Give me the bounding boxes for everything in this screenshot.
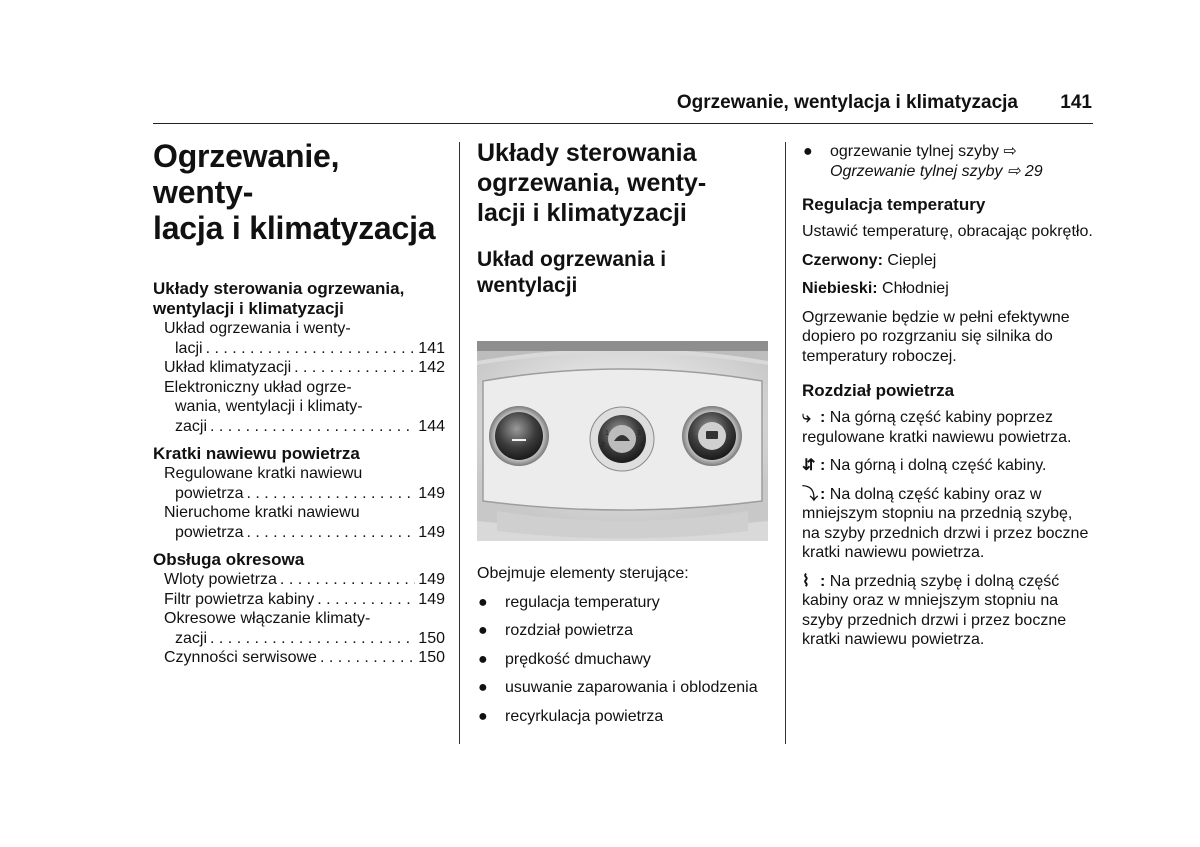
- section-title-line: lacji i klimatyzacji: [477, 199, 687, 227]
- mode-description: Na przednią szybę i dolną część kabiny oraz w mniejszym stopniu na szyby przednich drzwi i przez boczne kratki nawiewu powietrza.: [802, 572, 1067, 648]
- cross-reference-title: Ogrzewanie tylnej szyby: [830, 162, 1003, 180]
- chapter-title-line: lacja i klimatyzacja: [153, 210, 436, 246]
- toc-page-number: 141: [418, 339, 445, 357]
- mode-description: Na dolną część kabiny oraz w mniejszym stopniu na przednią szybę, na szyby przednich drzwi i przez boczne kratki nawiewu powietrza.: [802, 485, 1089, 561]
- table-of-contents: [153, 279, 445, 668]
- bullet-icon: ●: [478, 650, 488, 668]
- toc-entry[interactable]: [153, 609, 445, 648]
- temperature-heading: Regulacja temperatury: [802, 195, 986, 214]
- bullet-icon: ●: [478, 622, 488, 639]
- red-label: Czerwony:: [802, 251, 883, 269]
- list-item: [477, 707, 769, 727]
- mode-defog: ⌇ : Na przednią szybę i dolną część kabiny oraz w mniejszym stopniu na szyby przednich drzwi i przez boczne kratki nawiewu powietrza.: [802, 572, 1067, 648]
- controls-list: [477, 593, 769, 727]
- details-column: [802, 142, 1094, 659]
- toc-section: [153, 279, 445, 436]
- toc-entry-text: wania, wentylacji i klimaty-: [175, 398, 363, 415]
- toc-entry[interactable]: [153, 648, 445, 668]
- blue-label: Niebieski:: [802, 280, 878, 297]
- toc-heading-line: wentylacji i klimatyzacji: [153, 299, 344, 318]
- running-header-title: Ogrzewanie, wentylacja i klimatyzacja: [676, 92, 1018, 113]
- toc-entry[interactable]: [153, 590, 445, 610]
- cross-reference-arrow-icon: ⇨: [1003, 143, 1017, 160]
- section-title-line: ogrzewania, wenty-: [477, 169, 707, 197]
- toc-entry-text: zacji: [175, 629, 208, 647]
- bullet-icon: ●: [803, 143, 813, 160]
- mode-bilevel: ⇵ : Na górną i dolną część kabiny.: [802, 457, 1047, 474]
- floor-mode-icon: ⤵: [802, 485, 819, 503]
- cross-reference-page: 29: [1024, 162, 1043, 180]
- toc-page-number: 150: [418, 649, 445, 666]
- toc-page-number: 149: [418, 523, 445, 541]
- toc-entry-text: Filtr powietrza kabiny: [164, 590, 315, 608]
- defog-mode-icon: ⌇: [802, 572, 810, 590]
- toc-heading[interactable]: [153, 279, 445, 319]
- warmup-note: Ogrzewanie będzie w pełni efektywne dopiero po rozgrzaniu się silnika do temperatury roboczej.: [802, 308, 1070, 365]
- toc-entry-text: zacji: [175, 417, 208, 435]
- column-divider-left: [459, 142, 460, 744]
- list-item: [477, 593, 769, 613]
- fan-scale-label: 1: [605, 430, 609, 437]
- temperature-text: Ustawić temperaturę, obracając pokrętło.: [802, 223, 1093, 240]
- blue-setting: [802, 279, 1094, 299]
- blue-value: Chłodniej: [882, 280, 949, 297]
- bilevel-mode-icon: ⇵: [802, 457, 816, 474]
- header-divider: [153, 123, 1093, 124]
- section-title-line: Układy sterowania: [477, 139, 697, 167]
- list-item-text: prędkość dmuchawy: [505, 650, 651, 668]
- toc-entry-text: lacji: [175, 339, 203, 357]
- toc-section: [153, 550, 445, 668]
- chapter-title-line: Ogrzewanie, wenty-: [153, 138, 340, 210]
- dash-top-shadow: [477, 341, 768, 351]
- subsection-title-line: Układ ogrzewania i: [477, 248, 667, 271]
- defrost-icon: [706, 431, 718, 439]
- cross-reference-item: [802, 142, 1094, 181]
- bullet-icon: ●: [478, 707, 488, 725]
- toc-section: [153, 444, 445, 542]
- toc-entry[interactable]: [153, 503, 445, 542]
- toc-entry-text: Czynności serwisowe: [164, 649, 317, 666]
- toc-entry-text: Elektroniczny układ ogrze-: [164, 378, 352, 396]
- toc-page-number: 149: [418, 484, 445, 502]
- chapter-column: [153, 138, 445, 676]
- list-item-text: recyrkulacja powietrza: [505, 707, 664, 725]
- mode-floor: ⤵ : Na dolną część kabiny oraz w mniejszym stopniu na przednią szybę, na szyby przednich drzwi i przez boczne kratki nawiewu powietrza.: [802, 485, 1089, 561]
- toc-heading[interactable]: Obsługa okresowa: [153, 550, 305, 569]
- subsection-title: [477, 247, 769, 299]
- list-item-text: usuwanie zaparowania i oblodzenia: [505, 679, 758, 696]
- toc-page-number: 142: [418, 359, 445, 376]
- list-item: [477, 650, 769, 670]
- toc-entry-text: Wloty powietrza: [164, 571, 277, 588]
- toc-entry[interactable]: [153, 464, 445, 503]
- bullet-icon: ●: [478, 679, 488, 696]
- toc-page-number: 150: [418, 629, 445, 647]
- toc-entry-text: powietrza: [175, 484, 244, 502]
- vent-mode-icon: ⤷: [802, 409, 811, 426]
- list-item: [477, 678, 769, 698]
- toc-page-number: 144: [418, 417, 445, 435]
- air-distribution-heading: Rozdział powietrza: [802, 381, 955, 400]
- section-title: [477, 138, 769, 228]
- cross-reference-link[interactable]: [830, 163, 1043, 180]
- fan-scale-label: 2: [601, 442, 605, 449]
- bullet-icon: ●: [478, 593, 488, 611]
- list-item-text: rozdział powietrza: [505, 622, 634, 639]
- controls-column: [477, 138, 769, 735]
- list-item: [477, 621, 769, 641]
- toc-entry-text: Układ klimatyzacji: [164, 359, 292, 376]
- toc-entry[interactable]: [153, 570, 445, 590]
- controls-intro: Obejmuje elementy sterujące:: [477, 565, 689, 582]
- list-item-text: regulacja temperatury: [505, 593, 660, 611]
- toc-entry-text: Nieruchome kratki nawiewu: [164, 504, 360, 521]
- temperature-knob: [495, 412, 543, 460]
- mode-description: Na górną część kabiny poprzez regulowane kratki nawiewu powietrza.: [802, 409, 1072, 446]
- red-setting: [802, 251, 1094, 271]
- cross-reference-arrow-icon: ⇨: [1006, 162, 1021, 180]
- toc-entry-text: Okresowe włączanie klimaty-: [164, 610, 371, 627]
- climate-control-panel-photo: [477, 341, 768, 541]
- mode-description: Na górną i dolną część kabiny.: [829, 457, 1047, 474]
- toc-entry-text: powietrza: [175, 523, 244, 541]
- page-number: 141: [1060, 92, 1092, 113]
- list-item-text: ogrzewanie tylnej szyby: [830, 143, 999, 160]
- toc-heading-line: Układy sterowania ogrzewania,: [153, 279, 405, 298]
- toc-entry[interactable]: [153, 319, 445, 358]
- fan-scale-label: 4: [640, 442, 644, 449]
- toc-heading[interactable]: Kratki nawiewu powietrza: [153, 444, 360, 463]
- control-panel-illustration: [477, 341, 768, 541]
- temperature-knob-marker: [512, 439, 526, 441]
- chapter-title: [153, 138, 445, 246]
- column-divider-right: [785, 142, 786, 744]
- fan-scale-label: 3: [637, 430, 641, 437]
- toc-page-number: 149: [418, 571, 445, 588]
- toc-page-number: 149: [418, 590, 445, 608]
- toc-entry[interactable]: [153, 358, 445, 378]
- toc-entry[interactable]: [153, 378, 445, 437]
- red-value: Cieplej: [887, 251, 937, 269]
- toc-entry-text: Regulowane kratki nawiewu: [164, 465, 363, 482]
- mode-upper: ⤷ : Na górną część kabiny poprzez regulowane kratki nawiewu powietrza.: [802, 409, 1072, 446]
- toc-entry-text: Układ ogrzewania i wenty-: [164, 320, 351, 337]
- subsection-title-line: wentylacji: [477, 274, 578, 297]
